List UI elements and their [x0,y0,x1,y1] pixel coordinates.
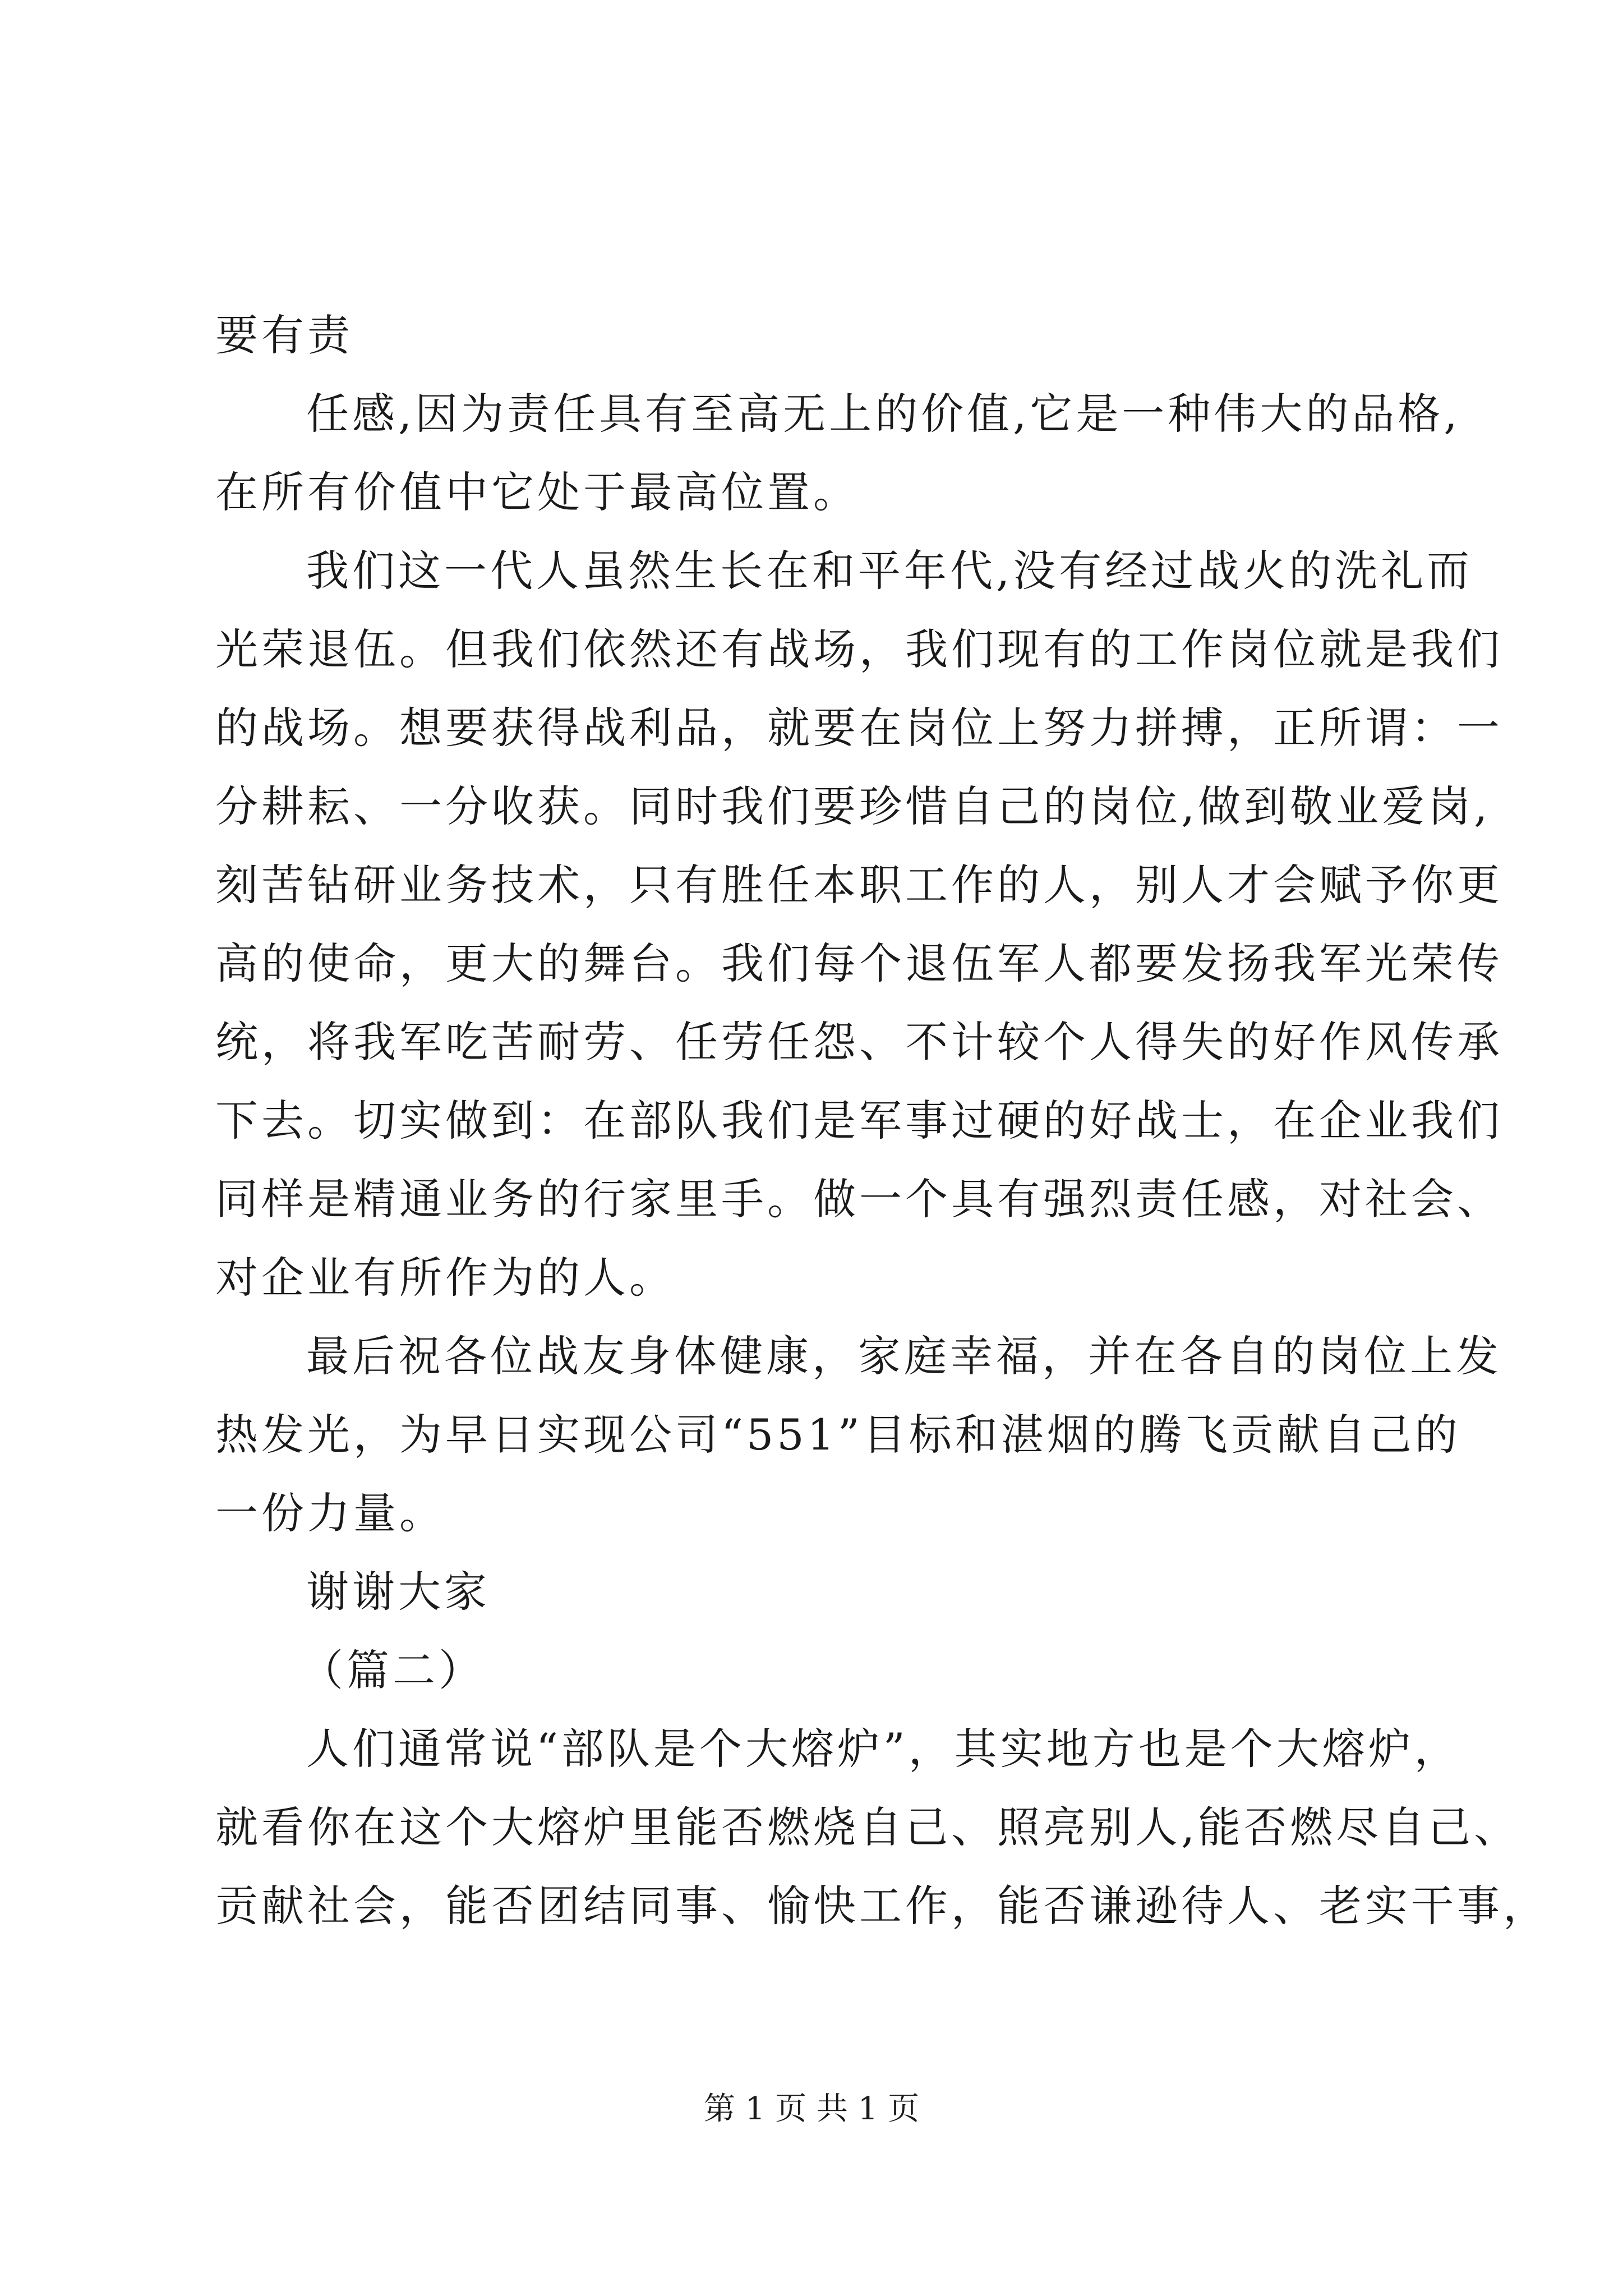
text-line: 人们通常说“部队是个大熔炉”，其实地方也是个大熔炉， [306,1724,1460,1774]
page-number-footer: 第 1 页 共 1 页 [703,2091,920,2127]
text-line: 要有责 [215,310,353,360]
text-line: 分耕耘、一分收获。同时我们要珍惜自己的岗位,做到敬业爱岗, [215,781,1491,831]
text-line: 最后祝各位战友身体健康，家庭幸福，并在各自的岗位上发 [306,1331,1502,1381]
text-line: 贡献社会，能否团结同事、愉快工作，能否谦逊待人、老实干事， [215,1881,1549,1931]
text-line: 同样是精通业务的行家里手。做一个具有强烈责任感，对社会、 [215,1174,1503,1224]
text-line: 一份力量。 [215,1488,445,1538]
text-line: 我们这一代人虽然生长在和平年代,没有经过战火的洗礼而 [306,546,1473,596]
text-line: 刻苦钻研业务技术，只有胜任本职工作的人，别人才会赋予你更 [215,860,1503,910]
text-line: 在所有价值中它处于最高位置。 [215,467,859,517]
text-line: 的战场。想要获得战利品，就要在岗位上努力拼搏，正所谓：一 [215,703,1503,753]
text-line: 统，将我军吃苦耐劳、任劳任怨、不计较个人得失的好作风传承 [215,1017,1503,1067]
text-line: 光荣退伍。但我们依然还有战场，我们现有的工作岗位就是我们 [215,624,1503,674]
text-line: 下去。切实做到：在部队我们是军事过硬的好战士，在企业我们 [215,1096,1503,1145]
text-line: 就看你在这个大熔炉里能否燃烧自己、照亮别人,能否燃尽自己、 [215,1802,1520,1852]
text-line: 高的使命，更大的舞台。我们每个退伍军人都要发扬我军光荣传 [215,938,1503,988]
section-heading: （篇二） [301,1645,485,1695]
text-line: 任感,因为责任具有至高无上的价值,它是一种伟大的品格, [306,389,1461,439]
document-body [215,296,1549,1945]
text-line: 热发光，为早日实现公司“551”目标和湛烟的腾飞贡献自己的 [215,1410,1461,1460]
text-line: 对企业有所作为的人。 [215,1253,675,1303]
text-line: 谢谢大家 [306,1567,490,1617]
